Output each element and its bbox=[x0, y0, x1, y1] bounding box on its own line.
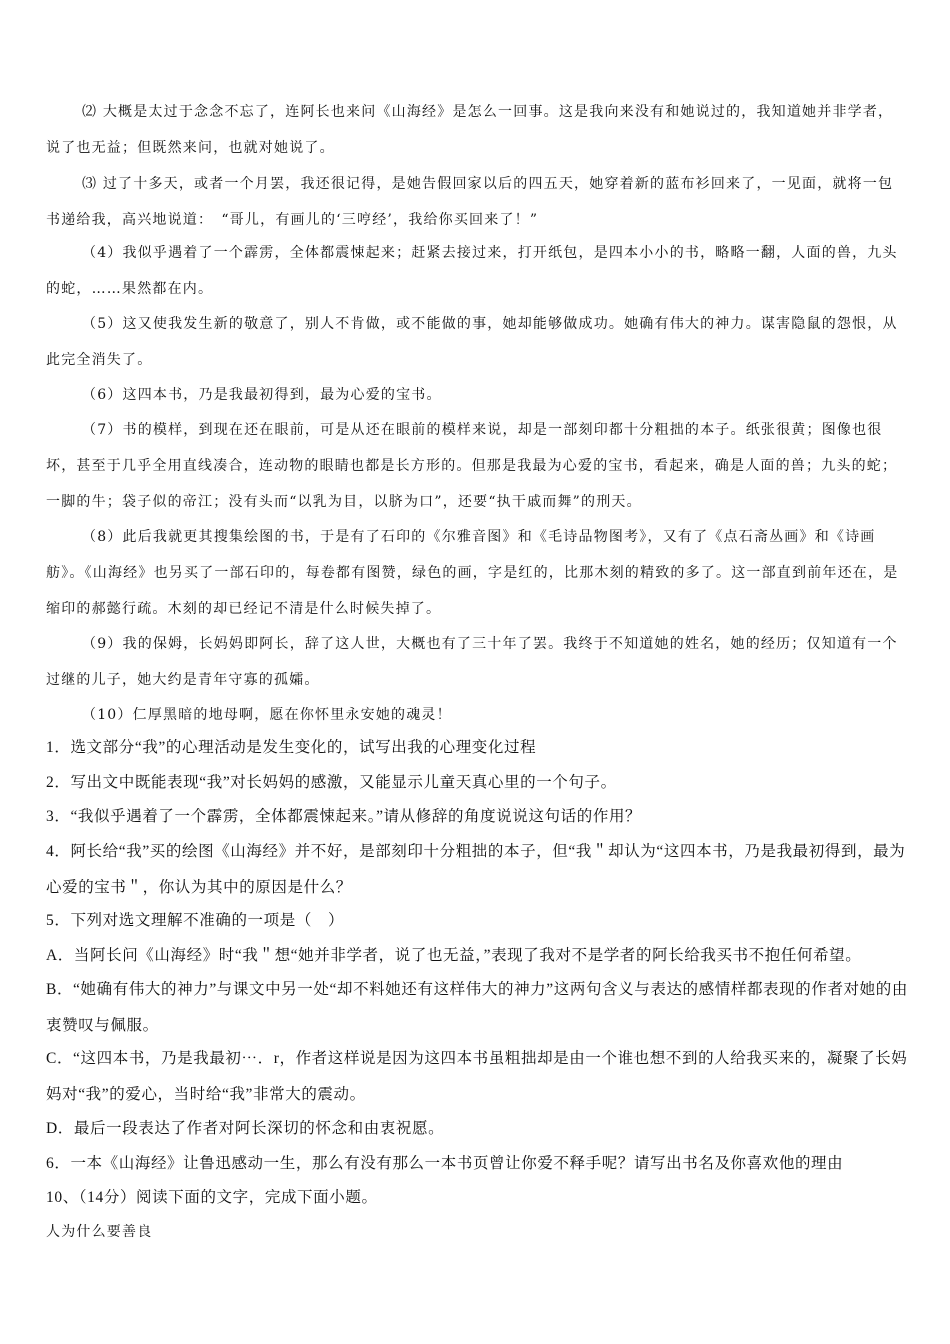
passage-paragraph-4: （4）我似乎遇着了一个霹雳，全体都震悚起来；赶紧去接过来，打开纸包，是四本小小的书，略略一翻，人面的兽，九头的蛇，……果然都在内。 bbox=[46, 245, 898, 297]
next-passage-title: 人为什么要善良 bbox=[46, 1224, 153, 1240]
question-3: 3．“我似乎遇着了一个霹雳，全体都震悚起来。”请从修辞的角度说说这句话的作用？ bbox=[46, 808, 642, 825]
passage-paragraph-6: （6）这四本书，乃是我最初得到，最为心爱的宝书。 bbox=[82, 387, 442, 403]
question-5-option-d: D．最后一段表达了作者对阿长深切的怀念和由衷祝愿。 bbox=[46, 1120, 445, 1137]
question-1: 1．选文部分“我”的心理活动是发生变化的，试写出我的心理变化过程 bbox=[46, 739, 537, 756]
question-5-option-c: C．“这四本书，乃是我最初⋯．r，作者这样说是因为这四本书虽粗拙却是由一个谁也想不到的人给我买来的，凝聚了长妈妈对“我”的爱心，当时给“我”非常大的震动。 bbox=[46, 1050, 908, 1103]
passage-paragraph-9: （9）我的保姆，长妈妈即阿长，辞了这人世，大概也有了三十年了罢。我终于不知道她的姓名，她的经历；仅知道有一个过继的儿子，她大约是青年守寡的孤孀。 bbox=[46, 636, 898, 688]
section-10-heading: 10、（14分）阅读下面的文字，完成下面小题。 bbox=[46, 1189, 378, 1206]
question-6: 6．一本《山海经》让鲁迅感动一生，那么有没有那么一本书页曾让你爱不释手呢？请写出书名及你喜欢他的理由 bbox=[46, 1155, 844, 1172]
passage-paragraph-10: （10）仁厚黑暗的地母啊，愿在你怀里永安她的魂灵！ bbox=[82, 707, 452, 723]
passage-paragraph-8: （8）此后我就更其搜集绘图的书，于是有了石印的《尔雅音图》和《毛诗品物图考》，又有了《点石斋丛画》和《诗画舫》。《山海经》也另买了一部石印的，每卷都有图赞，绿色的画，字是红的，比那木刻的精致的多了。这一部直到前年还在，是缩印的郝懿行疏。木刻的却已经记不清是什么时候失掉了。 bbox=[46, 529, 899, 617]
question-4: 4．阿长给“我”买的绘图《山海经》并不好，是部刻印十分粗拙的本子，但“我＂却认为“这四本书，乃是我最初得到，最为心爱的宝书＂，你认为其中的原因是什么？ bbox=[46, 843, 906, 896]
passage-paragraph-2: ⑵ 大概是太过于念念不忘了，连阿长也来问《山海经》是怎么一回事。这是我向来没有和她说过的，我知道她并非学者，说了也无益；但既然来问，也就对她说了。 bbox=[46, 104, 894, 156]
question-5-option-b: B．“她确有伟大的神力”与课文中另一处“却不料她还有这样伟大的神力”这两句含义与表达的感情样都表现的作者对她的由衷赞叹与佩服。 bbox=[46, 981, 908, 1034]
passage-paragraph-3: ⑶ 过了十多天，或者一个月罢，我还很记得，是她告假回家以后的四五天，她穿着新的蓝布衫回来了，一见面，就将一包书递给我，高兴地说道： “哥儿，有画儿的‘三哼经’，我给你买回来了！” bbox=[46, 176, 894, 228]
question-5: 5．下列对选文理解不准确的一项是（ ） bbox=[46, 912, 345, 929]
question-5-option-a: A．当阿长问《山海经》时“我＂想“她并非学者，说了也无益，”表现了我对不是学者的阿长给我买书不抱任何希望。 bbox=[46, 947, 862, 964]
passage-paragraph-7: （7）书的模样，到现在还在眼前，可是从还在眼前的模样来说，却是一部刻印都十分粗拙的本子。纸张很黄；图像也很坏，甚至于几乎全用直线凑合，连动物的眼睛也都是长方形的。但那是我最为心爱的宝书，看起来，确是人面的兽；九头的蛇；一脚的牛；袋子似的帝江；没有头而“以乳为目，以脐为口”，还要“执干戚而舞”的刑天。 bbox=[46, 422, 898, 510]
passage-paragraph-5: （5）这又使我发生新的敬意了，别人不肯做，或不能做的事，她却能够做成功。她确有伟大的神力。谋害隐鼠的怨恨，从此完全消失了。 bbox=[46, 316, 898, 368]
question-2: 2．写出文中既能表现“我”对长妈妈的感激，又能显示儿童天真心里的一个句子。 bbox=[46, 774, 617, 791]
